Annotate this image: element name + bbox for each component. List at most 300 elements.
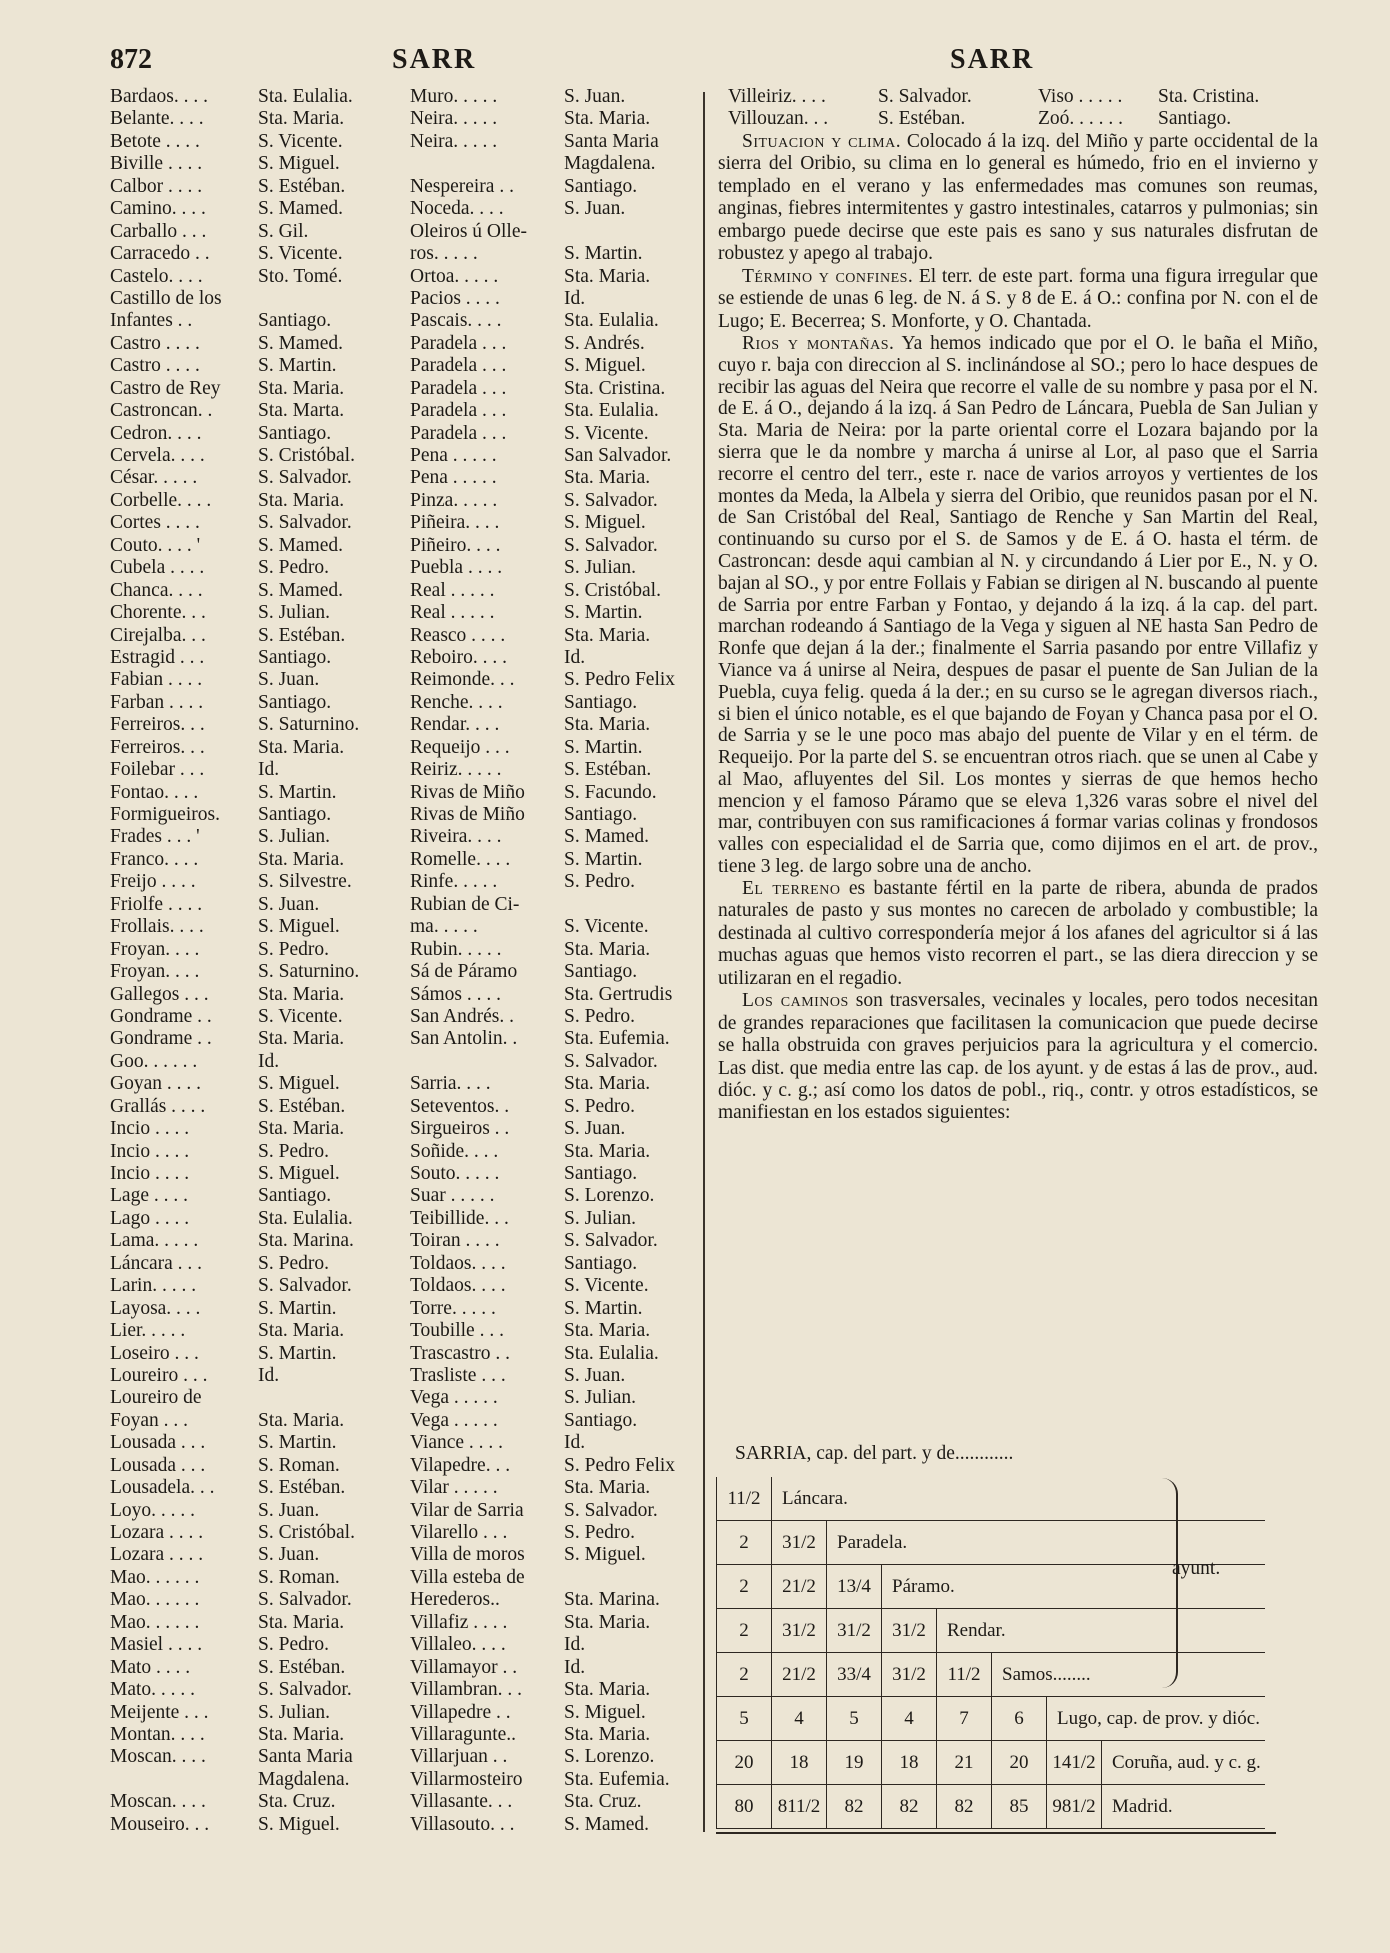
place-name: Castillo de los — [110, 287, 222, 309]
distance-cell: 13/4 — [827, 1565, 882, 1609]
parish-name: S. Juan. — [564, 198, 626, 220]
parish-list-column-1 — [110, 86, 410, 1836]
list-item — [410, 625, 710, 647]
parish-name: Sta. Marina. — [564, 1589, 660, 1611]
place-name: Gondrame . . — [110, 1028, 212, 1050]
distance-cell: 31/2 — [772, 1521, 827, 1565]
parish-name: S. Lorenzo. — [564, 1185, 655, 1207]
place-name: Castro de Rey — [110, 377, 221, 399]
parish-name: S. Julian. — [258, 1701, 331, 1723]
parish-name: S. Martin. — [564, 848, 643, 870]
list-item — [110, 1612, 410, 1634]
parish-name: S. Pedro. — [564, 1005, 635, 1027]
parish-name: Sta. Maria. — [564, 938, 651, 960]
list-item — [410, 1163, 710, 1185]
distance-cell: 31/2 — [882, 1609, 937, 1653]
list-item — [110, 288, 410, 310]
parish-name: Santiago. — [564, 1409, 638, 1431]
distance-cell: 80 — [717, 1785, 772, 1829]
list-item — [110, 1522, 410, 1544]
list-item — [110, 535, 410, 557]
place-name: Rivas de Miño — [410, 781, 525, 803]
list-item — [110, 625, 410, 647]
parish-name: Sta. Maria. — [564, 467, 651, 489]
distance-cell: 4 — [882, 1697, 937, 1741]
distance-cell: 5 — [717, 1697, 772, 1741]
place-name: Herederos.. — [410, 1589, 500, 1611]
place-name: Romelle. . . . — [410, 848, 511, 870]
list-item — [110, 782, 410, 804]
place-name: Neira. . . . . — [410, 130, 498, 152]
list-item — [410, 849, 710, 871]
distance-cell: 811/2 — [772, 1785, 827, 1829]
parish-name: S. Saturnino. — [258, 714, 360, 736]
place-name: Froyan. . . . — [110, 938, 200, 960]
place-name: Teibillide. . . — [410, 1207, 509, 1229]
place-name: Real . . . . . — [410, 602, 495, 624]
list-item — [110, 580, 410, 602]
parish-name: S. Martin. — [258, 1432, 337, 1454]
place-label: Coruña, aud. y c. g. — [1102, 1741, 1265, 1785]
place-name: Mouseiro. . . — [110, 1813, 210, 1835]
distance-cell: 6 — [992, 1697, 1047, 1741]
place-name: Chorente. . . — [110, 602, 206, 624]
bottom-rule — [716, 1832, 1276, 1834]
distance-cell: 4 — [772, 1697, 827, 1741]
place-name: Friolfe . . . . — [110, 893, 203, 915]
list-item — [110, 176, 410, 198]
parish-list-column-2 — [410, 86, 710, 1836]
list-item — [410, 423, 710, 445]
list-item — [110, 1477, 410, 1499]
place-name: Láncara . . . — [110, 1252, 203, 1274]
parish-name: Sta. Maria. — [258, 1118, 345, 1140]
place-name: Vilar . . . . . — [410, 1477, 498, 1499]
parish-name: S. Pedro. — [564, 1095, 635, 1117]
list-item — [110, 400, 410, 422]
place-name: Mao. . . . . . — [110, 1566, 200, 1588]
place-name: Cubela . . . . — [110, 557, 205, 579]
place-name: Villouzan. . . — [728, 108, 829, 130]
column-divider — [703, 92, 705, 1832]
parish-name: S. Martin. — [258, 1342, 337, 1364]
list-item — [110, 984, 410, 1006]
list-item — [410, 1455, 710, 1477]
parish-name: S. Pedro. — [258, 938, 329, 960]
running-head-left: SARR — [392, 44, 477, 75]
list-item — [110, 1028, 410, 1050]
list-item — [110, 1320, 410, 1342]
place-name: Fabian . . . . — [110, 669, 203, 691]
parish-list-continuation — [718, 86, 1318, 131]
parish-name: S. Salvador. — [258, 1589, 352, 1611]
list-item — [410, 984, 710, 1006]
list-item — [110, 1567, 410, 1589]
place-name: Villaleo. . . . — [410, 1634, 506, 1656]
list-item — [110, 1185, 410, 1207]
distance-cell: 31/2 — [772, 1609, 827, 1653]
parish-name: Sta. Maria. — [564, 108, 651, 130]
place-name: Zoó. . . . . . — [1038, 108, 1124, 130]
list-item — [110, 1500, 410, 1522]
place-name: Franco. . . . — [110, 848, 199, 870]
place-name: Toldaos. . . . — [410, 1275, 506, 1297]
list-item — [410, 1567, 710, 1589]
place-name: Paradela . . . — [410, 355, 507, 377]
place-name: Frollais. . . . — [110, 916, 204, 938]
list-item — [410, 1634, 710, 1656]
list-item — [110, 467, 410, 489]
list-item — [410, 1141, 710, 1163]
distance-cell: 11/2 — [937, 1653, 992, 1697]
place-name: Reiriz. . . . . — [410, 759, 502, 781]
place-name: Couto. . . . ' — [110, 534, 201, 556]
distance-cell: 33/4 — [827, 1653, 882, 1697]
paragraph-text: El terr. de este part. forma una figura irregular que se estiende de unas 6 leg. de N. á S. y 8 de E. á O.: confina por N. con el de Lugo; E. Becerrea; S. Monforte, y O. Chantada. — [718, 265, 1318, 332]
place-name: Incio . . . . — [110, 1118, 190, 1140]
parish-name: S. Miguel. — [564, 355, 646, 377]
place-name: Paradela . . . — [410, 377, 507, 399]
distance-cell: 7 — [937, 1697, 992, 1741]
place-name: Incio . . . . — [110, 1163, 190, 1184]
parish-name: S. Silvestre. — [258, 871, 352, 893]
place-name: Sarria. . . . — [410, 1073, 491, 1095]
parish-name: Id. — [258, 1364, 280, 1386]
place-name: Viso . . . . . — [1038, 86, 1123, 107]
ayunt-label: ayunt. — [1172, 1558, 1221, 1579]
list-item — [410, 1096, 710, 1118]
list-item — [110, 86, 410, 108]
place-name: Calbor . . . . — [110, 175, 203, 197]
place-name: Foyan . . . — [110, 1409, 188, 1431]
parish-name: Santiago. — [564, 1163, 638, 1184]
list-item — [110, 826, 410, 848]
place-name: Cortes . . . . — [110, 512, 200, 534]
place-name: Vega . . . . . — [410, 1409, 498, 1431]
list-item — [110, 1589, 410, 1611]
list-item — [718, 86, 1318, 108]
list-item — [410, 1432, 710, 1454]
parish-name: S. Lorenzo. — [564, 1746, 655, 1768]
list-item — [110, 557, 410, 579]
list-item — [110, 266, 410, 288]
distance-cell: 5 — [827, 1697, 882, 1741]
list-item — [410, 1679, 710, 1701]
place-name: Lage . . . . — [110, 1185, 188, 1207]
parish-name: S. Pedro. — [564, 871, 635, 893]
list-item — [110, 1657, 410, 1679]
list-item — [410, 692, 710, 714]
parish-name: S. Juan. — [258, 1544, 320, 1566]
parish-name: Sta. Maria. — [564, 1140, 651, 1162]
text-column — [718, 86, 1318, 1125]
list-item — [410, 131, 710, 153]
parish-name: Sta. Maria. — [564, 624, 651, 646]
list-item — [110, 647, 410, 669]
parish-name: S. Juan. — [564, 86, 626, 107]
list-item — [110, 714, 410, 736]
list-item — [410, 1253, 710, 1275]
list-item — [410, 1365, 710, 1387]
place-name: San Andrés. . — [410, 1005, 514, 1027]
place-name: Reasco . . . . — [410, 624, 506, 646]
list-item — [410, 535, 710, 557]
list-item — [410, 1051, 710, 1073]
parish-name: S. Salvador. — [258, 512, 352, 534]
parish-name: S. Cristóbal. — [258, 1522, 355, 1543]
list-item — [110, 378, 410, 400]
place-name: Villapedre . . — [410, 1701, 511, 1723]
parish-name: Sta. Eulalia. — [258, 1207, 353, 1229]
place-name: Oleiros ú Olle- — [410, 220, 527, 242]
place-label: Samos........ — [992, 1653, 1265, 1697]
paragraph-text: es bastante fértil en la parte de ribera, abunda de prados naturales de pasto y sus montes no carecen de arbolado y combustible; la destinada al cultivo correspondería mejor á los afanes del agricultor si á las muchas aguas que hemos visto recorren el part., se las diera direccion y se utilizaran en el regadio. — [718, 877, 1318, 989]
parish-name: S. Cristóbal. — [258, 445, 355, 466]
parish-name: S. Pedro. — [258, 1140, 329, 1162]
list-item — [410, 467, 710, 489]
parish-name: S. Miguel. — [258, 1163, 340, 1184]
place-name: Trascastro . . — [410, 1342, 511, 1364]
parish-name: Sta. Maria. — [564, 714, 651, 736]
paragraph — [718, 333, 1318, 878]
list-item — [410, 826, 710, 848]
table-row — [717, 1785, 1265, 1829]
place-name: Seteventos. . — [410, 1095, 510, 1117]
place-name: Grallás . . . . — [110, 1095, 206, 1117]
list-item — [110, 221, 410, 243]
paragraph-text: son trasversales, vecinales y locales, pero todos necesitan de grandes reparaciones que facilitasen la comunicacion que puede decirse se halla obstruida con graves perjuicios para la agricultura y el comercio. Las dist. que media entre las cap. de los ayunt. y de estas á las de prov., aud. dióc. y c. g.; así como los datos de pobl., riq., contr. y otros estadísticos, se manifiestan en los estados siguientes: — [718, 990, 1318, 1124]
place-name: Villamayor . . — [410, 1656, 518, 1678]
list-item — [410, 198, 710, 220]
list-item — [410, 602, 710, 624]
place-name: Toubille . . . — [410, 1320, 504, 1342]
place-name: Vilarello . . . — [410, 1522, 508, 1543]
list-item — [110, 355, 410, 377]
parish-name: Santa Maria — [258, 1746, 353, 1768]
parish-name: Santiago. — [258, 422, 332, 444]
place-name: Puebla . . . . — [410, 557, 503, 579]
place-name: Loseiro . . . — [110, 1342, 199, 1364]
parish-name: S. Vicente. — [258, 1005, 343, 1027]
parish-name: Id. — [564, 287, 586, 309]
parish-name: S. Pedro Felix — [564, 669, 676, 691]
parish-name: S. Miguel. — [564, 512, 646, 534]
distance-cell: 82 — [827, 1785, 882, 1829]
place-name: Moscan. . . . — [110, 1791, 206, 1813]
list-item — [410, 669, 710, 691]
place-name: Formigueiros. — [110, 804, 220, 825]
distance-cell: 82 — [882, 1785, 937, 1829]
list-item — [110, 669, 410, 691]
parish-name: S. Miguel. — [258, 153, 340, 175]
parish-name: S. Salvador. — [258, 1679, 352, 1701]
list-item — [110, 1702, 410, 1724]
place-name: Farban . . . . — [110, 691, 204, 713]
parish-name: Santiago. — [258, 691, 332, 713]
list-item — [410, 1387, 710, 1409]
place-name: Fontao. . . . — [110, 781, 199, 803]
place-name: Noceda. . . . — [410, 198, 504, 220]
list-item — [718, 108, 1318, 130]
list-item — [110, 916, 410, 938]
list-item — [410, 1746, 710, 1768]
list-item — [110, 512, 410, 534]
place-label: Paradela. — [827, 1521, 1265, 1565]
place-name: Lier. . . . . — [110, 1320, 186, 1342]
place-name: Nespereira . . — [410, 175, 514, 197]
list-item — [410, 153, 710, 175]
parish-name: Sta. Eulalia. — [564, 1342, 659, 1364]
distance-cell: 141/2 — [1047, 1741, 1102, 1785]
parish-name: S. Salvador. — [564, 1230, 658, 1252]
parish-name: Sta. Gertrudis — [564, 983, 673, 1005]
list-item — [110, 692, 410, 714]
parish-name: Sta. Maria. — [564, 1477, 651, 1499]
place-name: Renche. . . . — [410, 691, 503, 713]
list-item — [110, 310, 410, 332]
parish-name: Sta. Eulalia. — [258, 86, 353, 107]
place-label: Láncara. — [772, 1477, 1265, 1521]
parish-name: Santiago. — [564, 961, 638, 983]
parish-name: Sta. Maria. — [258, 108, 345, 130]
place-name: Villaragunte.. — [410, 1723, 517, 1745]
list-item — [410, 1073, 710, 1095]
place-name: Belante. . . . — [110, 108, 204, 130]
parish-name: S. Julian. — [564, 557, 637, 579]
parish-name: Sta. Cristina. — [1158, 86, 1260, 107]
place-name: Villarjuan . . — [410, 1746, 508, 1768]
list-item — [410, 714, 710, 736]
list-item — [110, 1679, 410, 1701]
place-name: Pinza. . . . . — [410, 489, 498, 511]
list-item — [410, 400, 710, 422]
list-item — [410, 378, 710, 400]
parish-name: Sta. Maria. — [564, 265, 651, 287]
parish-name: S. Vicente. — [564, 916, 649, 938]
parish-name: S. Salvador. — [564, 489, 658, 511]
parish-name: S. Salvador. — [564, 1499, 658, 1521]
list-item — [410, 1320, 710, 1342]
list-item — [410, 1544, 710, 1566]
place-name: Lama. . . . . — [110, 1230, 199, 1252]
place-name: Vilar de Sarria — [410, 1499, 524, 1521]
place-name: Soñide. . . . — [410, 1140, 499, 1162]
list-item — [110, 131, 410, 153]
parish-name: S. Mamed. — [258, 534, 344, 556]
place-name: Piñeira. . . . — [410, 512, 500, 534]
parish-name: S. Roman. — [258, 1454, 340, 1476]
running-head-right: SARR — [950, 44, 1035, 75]
place-name: Chanca. . . . — [110, 579, 203, 601]
place-name: Meijente . . . — [110, 1701, 209, 1723]
place-name: Suar . . . . . — [410, 1185, 495, 1207]
parish-name: S. Juan. — [258, 669, 320, 691]
parish-name: Sta. Cristina. — [564, 377, 666, 399]
description-paragraphs — [718, 131, 1318, 1125]
place-name: Betote . . . . — [110, 130, 200, 152]
place-name: Ortoa. . . . . — [410, 265, 499, 287]
place-name: Paradela . . . — [410, 332, 507, 354]
list-item — [110, 804, 410, 826]
parish-name: Sta. Maria. — [258, 736, 345, 758]
place-name: Villeiriz. . . . — [728, 86, 826, 107]
place-name: Torre. . . . . — [410, 1297, 496, 1319]
list-item — [410, 894, 710, 916]
parish-name: S. Estéban. — [258, 1656, 346, 1678]
place-name: Castro . . . . — [110, 355, 200, 377]
place-name: Goo. . . . . . — [110, 1050, 198, 1072]
place-name: Sirgueiros . . — [410, 1118, 510, 1140]
place-name: Villarmosteiro — [410, 1768, 523, 1790]
place-name: Villambran. . . — [410, 1679, 523, 1701]
table-row — [717, 1741, 1265, 1785]
distance-cell: 20 — [717, 1741, 772, 1785]
list-item — [410, 1275, 710, 1297]
paragraph-heading: Rios y montañas. — [742, 332, 895, 354]
place-name: Infantes . . — [110, 310, 193, 332]
place-name: Estragid . . . — [110, 646, 205, 668]
parish-name: San Salvador. — [564, 445, 672, 466]
parish-name: Santiago. — [258, 310, 332, 332]
place-name: Pascais. . . . — [410, 310, 502, 332]
parish-name: S. Facundo. — [564, 781, 657, 803]
list-item — [110, 1455, 410, 1477]
parish-name: S. Salvador. — [878, 86, 972, 107]
place-name: Requeijo . . . — [410, 736, 510, 758]
place-name: Villasante. . . — [410, 1791, 513, 1813]
parish-name: S. Martin. — [258, 781, 337, 803]
list-item — [110, 1230, 410, 1252]
place-name: Goyan . . . . — [110, 1073, 201, 1095]
parish-name: S. Mamed. — [258, 198, 344, 220]
distance-cell: 31/2 — [827, 1609, 882, 1653]
list-item — [110, 759, 410, 781]
list-item — [410, 355, 710, 377]
place-name: Rubin. . . . . — [410, 938, 502, 960]
parish-name: S. Julian. — [564, 1207, 637, 1229]
parish-name: S. Cristóbal. — [564, 579, 661, 601]
distance-cell: 19 — [827, 1741, 882, 1785]
parish-name: S. Julian. — [258, 826, 331, 848]
place-name: Pena . . . . . — [410, 467, 497, 489]
list-item — [110, 490, 410, 512]
place-name: Rubian de Ci- — [410, 893, 520, 915]
parish-name: S. Martin. — [258, 1297, 337, 1319]
parish-name: S. Miguel. — [258, 1813, 340, 1835]
list-item — [410, 871, 710, 893]
list-item — [410, 176, 710, 198]
place-name: Lousadela. . . — [110, 1477, 215, 1499]
list-item — [410, 1612, 710, 1634]
list-item — [110, 1387, 410, 1409]
ayunt-brace — [1162, 1478, 1178, 1688]
list-item — [410, 108, 710, 130]
list-item — [110, 198, 410, 220]
list-item — [410, 1028, 710, 1050]
parish-name: S. Salvador. — [258, 467, 352, 489]
list-item — [410, 1702, 710, 1724]
distance-cell: 2 — [717, 1521, 772, 1565]
place-name: Lousada . . . — [110, 1454, 206, 1476]
parish-name: S. Juan. — [258, 893, 320, 915]
place-name: Paradela . . . — [410, 422, 507, 444]
list-item — [410, 1185, 710, 1207]
table-row — [717, 1477, 1265, 1521]
list-item — [110, 1096, 410, 1118]
distance-table-title: SARRIA, cap. del part. y de............ — [735, 1443, 1014, 1464]
list-item — [410, 737, 710, 759]
place-name: Riveira. . . . — [410, 826, 502, 848]
